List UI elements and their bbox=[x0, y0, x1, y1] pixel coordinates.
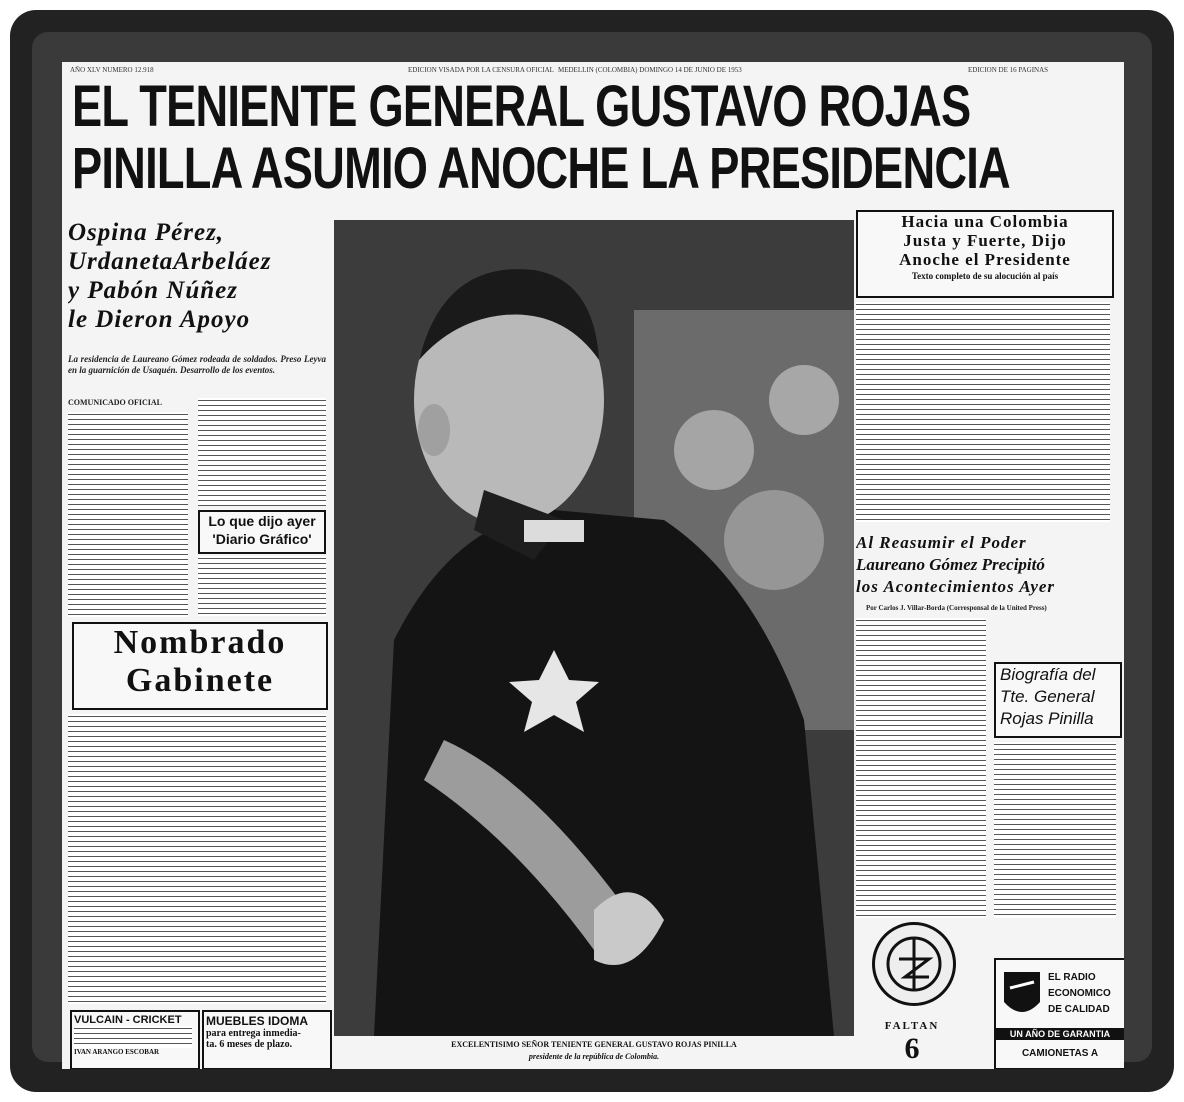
edition-note: EDICION DE 16 PAGINAS bbox=[968, 66, 1049, 74]
left-text-col-c bbox=[198, 556, 326, 616]
photo-caption-line1: EXCELENTISIMO SEÑOR TENIENTE GENERAL GUSTAVO ROJAS PINILLA bbox=[451, 1040, 737, 1049]
headline-line-1: EL TENIENTE GENERAL GUSTAVO ROJAS bbox=[72, 74, 971, 139]
gabinete-text bbox=[68, 714, 326, 1004]
left-story-deck: La residencia de Laureano Gómez rodeada de soldados. Preso Leyva en la guarnición de Usaquén. Desarrollo de los eventos. bbox=[68, 354, 326, 375]
portrait-illustration bbox=[334, 220, 854, 1036]
right-top-sub: Texto completo de su alocución al país bbox=[911, 271, 1059, 281]
vulcain-ad bbox=[70, 1010, 200, 1069]
left-subhead: COMUNICADO OFICIAL bbox=[68, 398, 162, 407]
right-mid-title bbox=[856, 532, 1116, 602]
biografia-line2: Tte. General bbox=[1000, 687, 1095, 706]
left-text-col-a bbox=[68, 412, 188, 617]
muebles-line2: ta. 6 meses de plazo. bbox=[206, 1039, 293, 1050]
left-title-line: y Pabón Núñez bbox=[68, 277, 238, 304]
diario-box-line1: Lo que dijo ayer bbox=[208, 513, 316, 529]
biografia-box bbox=[994, 662, 1122, 738]
radio-shield-icon bbox=[1000, 968, 1044, 1024]
frame-inner bbox=[32, 32, 1152, 1065]
muebles-ad bbox=[202, 1010, 332, 1069]
censor-note: EDICION VISADA POR LA CENSURA OFICIAL bbox=[408, 66, 554, 74]
right-top-line: Justa y Fuerte, Dijo bbox=[903, 231, 1067, 250]
left-title-line: Ospina Pérez, bbox=[68, 219, 225, 246]
left-title-line: UrdanetaArbeláez bbox=[68, 248, 272, 275]
faltan-number: 6 bbox=[904, 1032, 920, 1065]
left-title-line: le Dieron Apoyo bbox=[68, 306, 251, 333]
radio-line1: EL RADIO bbox=[1048, 972, 1096, 983]
right-mid-line: los Acontecimientos Ayer bbox=[856, 577, 1056, 596]
biografia-line3: Rojas Pinilla bbox=[1000, 709, 1094, 728]
gabinete-line2: Gabinete bbox=[125, 662, 275, 699]
radio-line3: DE CALIDAD bbox=[1048, 1004, 1110, 1015]
headline-line-2: PINILLA ASUMIO ANOCHE LA PRESIDENCIA bbox=[72, 136, 1010, 201]
portrait-photo bbox=[334, 220, 854, 1036]
vulcain-text bbox=[74, 1026, 192, 1048]
left-text-col-b bbox=[198, 398, 326, 506]
radio-bottom: CAMIONETAS A bbox=[1021, 1048, 1099, 1059]
right-mid-byline: Por Carlos J. Villar-Borda (Corresponsal de la United Press) bbox=[866, 604, 1047, 612]
vulcain-title: VULCAIN - CRICKET bbox=[74, 1014, 182, 1026]
right-mid-line: Laureano Gómez Precipitó bbox=[856, 555, 1045, 574]
dateline: MEDELLIN (COLOMBIA) DOMINGO 14 DE JUNIO DE 1953 bbox=[558, 66, 742, 74]
diario-box-line2: 'Diario Gráfico' bbox=[212, 531, 312, 547]
radio-line2: ECONOMICO bbox=[1048, 988, 1111, 999]
right-top-text bbox=[856, 302, 1110, 522]
gabinete-line1: Nombrado bbox=[113, 624, 287, 661]
image-frame bbox=[10, 10, 1174, 1092]
gabinete-box bbox=[72, 622, 328, 710]
right-mid-text-a bbox=[856, 618, 986, 918]
muebles-line1: para entrega inmedia- bbox=[206, 1028, 301, 1039]
right-mid-line: Al Reasumir el Poder bbox=[856, 533, 1027, 552]
right-mid-text-b bbox=[994, 742, 1116, 918]
photo-caption-line2: presidente de la república de Colombia. bbox=[528, 1052, 660, 1061]
diario-grafico-box bbox=[198, 510, 326, 554]
faltan-label: FALTAN bbox=[884, 1020, 940, 1032]
vulcain-sub: IVAN ARANGO ESCOBAR bbox=[74, 1048, 160, 1056]
radio-ad bbox=[994, 958, 1124, 1069]
muebles-title: MUEBLES IDOMA bbox=[206, 1014, 308, 1028]
right-top-title-box bbox=[856, 210, 1114, 298]
left-story-title bbox=[68, 218, 328, 348]
right-top-line: Hacia una Colombia bbox=[901, 212, 1069, 231]
right-top-line: Anoche el Presidente bbox=[899, 250, 1071, 269]
biografia-line1: Biografía del bbox=[1000, 665, 1096, 684]
radio-banner: UN AÑO DE GARANTIA bbox=[996, 1028, 1124, 1040]
faltan-emblem-icon bbox=[872, 922, 956, 1006]
issue-number: AÑO XLV NUMERO 12.918 bbox=[70, 66, 154, 74]
newspaper-page bbox=[62, 62, 1124, 1069]
